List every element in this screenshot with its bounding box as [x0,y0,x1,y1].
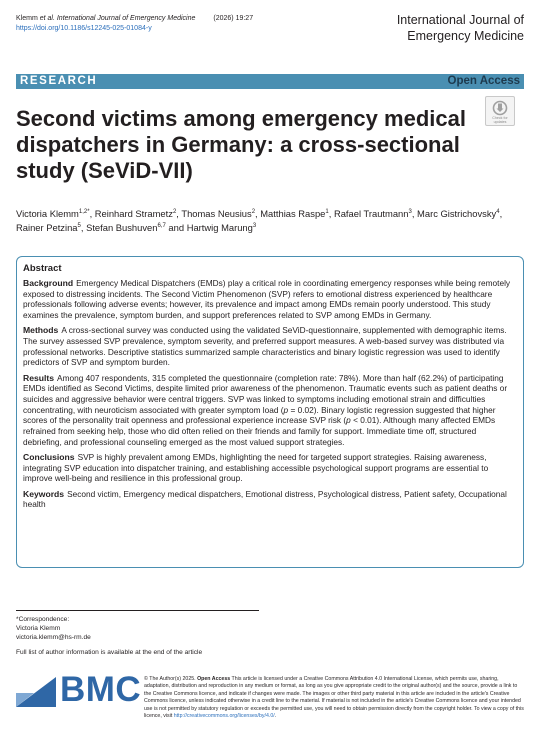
abstract-results: Results Among 407 respondents, 315 completed the questionnaire (completion rate: 78%). More than half (62.2%) of participating EMDs identified as Second Victims, despite limited prior awareness of the phenomenon. Traumatic events such as patient deaths or suicides and aggressive behavior were central triggers. SVP was linked to symptoms including emotional strain and difficulties concentrating, with neuroticism associated with greater symptom load (p = 0.02). Binary logistic regression suggested that higher scores of the personality trait openness and professional experience increase SVP risk (p < 0.01). Although many affected EMDs refrained from seeking help, those who did often relied on their friends and family for support. Immediate time off, structured debriefing, and professional counseling emerged as the most valued support strategies. [23,372,508,447]
check-updates-icon [492,100,508,116]
author-name[interactable]: Stefan Bushuven$^{6,7}$ [86,222,166,233]
author-name[interactable]: Marc Gistrichovsky$^4$ [417,208,500,219]
citation: Klemm et al. International Journal of Emergency Medicine [16,15,196,22]
author-affiliation: 1,2* [78,209,90,215]
author-affiliation: 2 [172,209,177,215]
author-name[interactable]: Thomas Neusius$^2$ [181,208,256,219]
license-link[interactable]: http://creativecommons.org/licenses/by/4.0/ [173,713,275,720]
author-affiliation: 4 [496,209,500,215]
doi-link[interactable]: https://doi.org/10.1186/s12245-025-01084-y [16,25,152,32]
check-for-updates-badge[interactable]: Check for updates [485,96,515,126]
bmc-logo [16,670,142,709]
publisher-name: BMC [60,670,142,709]
author-affiliation: 2 [251,209,256,215]
author-affiliation: 6,7 [157,223,166,229]
abstract-heading: Abstract [23,263,62,274]
section-label: RESEARCH [20,75,98,87]
open-access-label: Open Access [447,75,520,87]
journal-name: International Journal of Emergency Medicine [396,13,524,43]
section-band [16,74,524,89]
abstract-box [16,256,524,568]
author-affiliation: 3 [408,209,412,215]
abstract-methods: Methods A cross-sectional survey was conducted using the validated SeViD-questionnaire, supplemented with demographic items. The survey assessed SVP prevalence, symptom severity, and preferred support measures. A web-based survey was distributed via professional networks. Descriptive statistics summarized sample characteristics and binary logistic regression was used to identify predictors of SVP and symptom burden. [23,325,507,368]
article-title: Second victims among emergency medical dispatchers in Germany: a cross-sectional study (SeViD-VII) [16,106,466,183]
abstract-background: Background Emergency Medical Dispatchers (EMDs) play a critical role in coordinating emergency responses while being remotely exposed to distressing incidents. The Second Victim Phenomenon (SVP) refers to emotional distress experienced by healthcare professionals following adverse events; however, its prevalence and impact among EMDs remain poorly understood. This study examines the prevalence, symptom burden, and support preferences related to SVP among EMDs in Germany. [23,278,511,321]
author-name[interactable]: Reinhard Strametz$^2$ [94,208,177,219]
abstract-keywords: Keywords Second victim, Emergency medical dispatchers, Emotional distress, Psychological distress, Patient safety, Occupational health [23,488,507,510]
author-name[interactable]: Hartwig Marung$^3$ [186,222,257,233]
correspondence: *Correspondence: Victoria Klemm victoria.klemm@hs-rm.de [16,616,91,641]
author-name[interactable]: Rainer Petzina$^5$ [16,222,81,233]
footnote-divider [16,610,259,611]
abstract-conclusions: Conclusions SVP is highly prevalent among EMDs, highlighting the need for targeted support strategies. Raising awareness, integrating SVP education into dispatcher training, and establishing accessible psychological support programs are essential to improve well-being and resilience in this professional group. [23,452,489,484]
author-name[interactable]: Matthias Raspe$^1$ [260,208,329,219]
author-name[interactable]: Rafael Trautmann$^3$ [333,208,412,219]
author-affiliation: 5 [77,223,81,229]
author-affiliation: 3 [252,223,257,229]
author-info-note: Full list of author information is available at the end of the article [16,649,203,656]
license-text: © The Author(s) 2025. Open Access This article is licensed under a Creative Commons Attribution 4.0 International License, which permits use, sharing, adaptation, distribution and reproduction in any medium or format, as long as you give appropriate credit to the original author(s) and the source, provide a link to the Creative Commons licence, and indicate if changes were made. The images or other third party material in this article are included in the article's Creative Commons licence, unless indicated otherwise in a credit line to the material. If material is not included in the article's Creative Commons licence and your intended use is not permitted by statutory regulation or exceeds the permitted use, you will need to obtain permission directly from the copyright holder. To view a copy of this licence, visit http://creativecommons.org/licenses/by/4.0/. [144,676,524,720]
running-header [16,14,253,34]
author-affiliation: 1 [325,209,329,215]
bmc-logo-icon [16,673,56,707]
citation-date: (2026) 19:27 [213,15,254,22]
correspondence-email[interactable]: victoria.klemm@hs-rm.de [16,634,91,641]
author-list: Victoria Klemm$^{1,2*}$, Reinhard Strametz$^2$, Thomas Neusius$^2$, Matthias Raspe$^1$, Rafael Trautmann$^3$, Marc Gistrichovsky$^4$, Rainer Petzina$^5$, Stefan Bushuven$^{6,7}$ and Hartwig Marung$^3$ [16,208,503,233]
author-name[interactable]: Victoria Klemm$^{1,2*}$ [16,208,90,219]
